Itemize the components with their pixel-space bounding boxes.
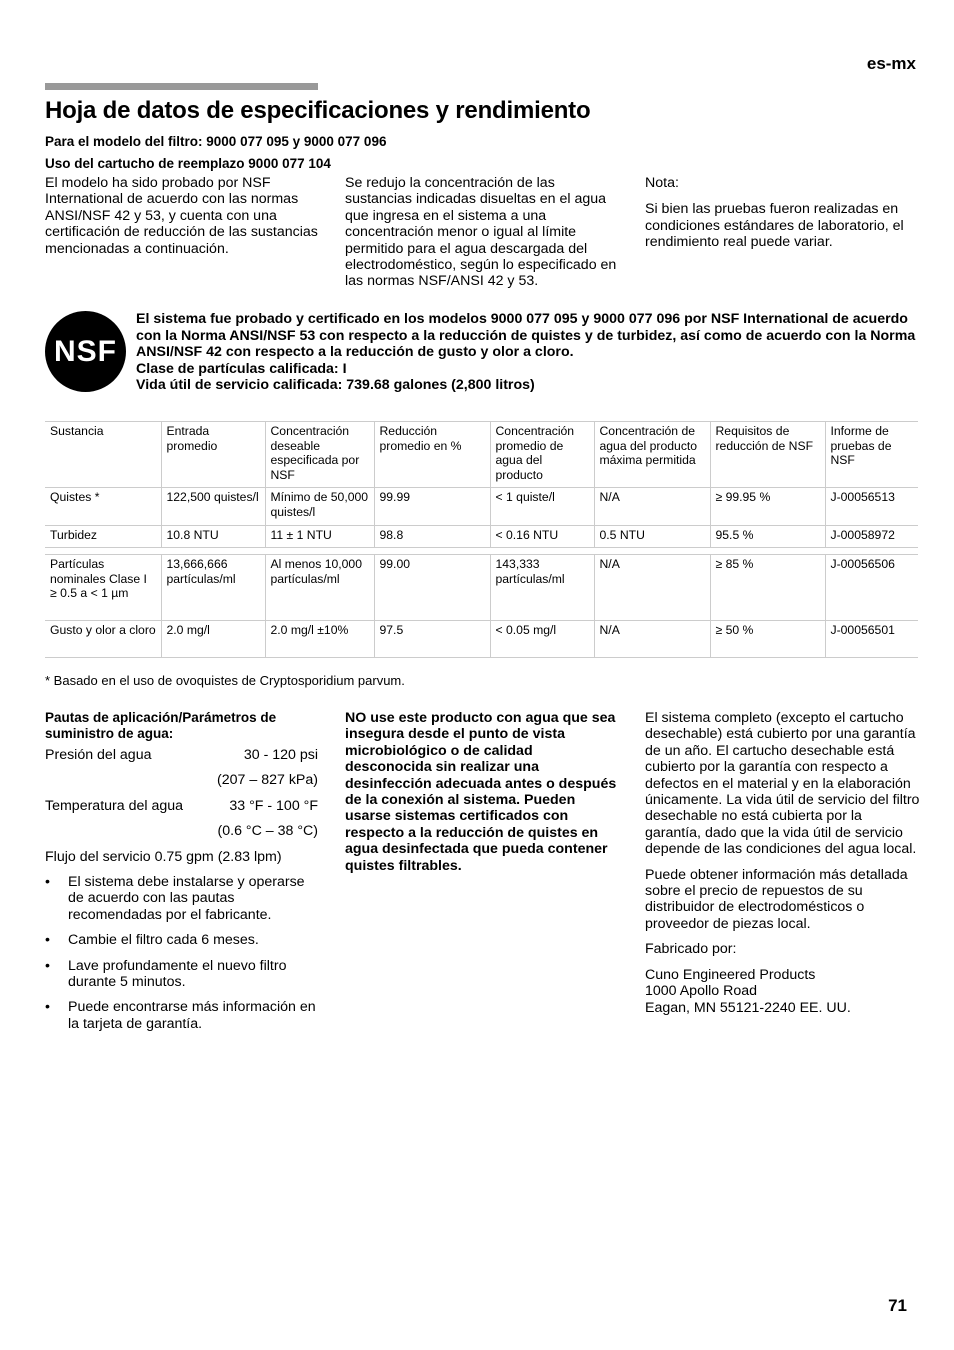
nsf-certification [136, 311, 916, 394]
filter-model-subtitle: Para el modelo del filtro: 9000 077 095 y 9000 077 096 [45, 134, 387, 149]
pressure-metric: (207 – 827 kPa) [217, 772, 318, 789]
nsf-particle-class: Clase de partículas calificada: I [136, 360, 347, 377]
flow-rate: Flujo del servicio 0.75 gpm (2.83 lpm) [45, 848, 282, 865]
warranty-block [645, 710, 920, 1016]
table-cell: 143,333 partículas/ml [490, 555, 594, 621]
table-header-cell: Concentración deseable especificada por NSF [265, 422, 374, 488]
table-cell: 99.00 [374, 555, 490, 621]
nsf-statement: El sistema fue probado y certificado en los modelos 9000 077 095 y 9000 077 096 por NSF International de acuerdo con la Norma ANSI/NSF 53 con respecto a la reducción de quistes y de turbidez, así como de acuerdo con la Norma ANSI/NSF 42 con respecto a la reducción de gusto y olor a cloro. [136, 311, 916, 361]
locale-label: es-mx [866, 54, 916, 73]
temperature-metric: (0.6 °C – 38 °C) [217, 823, 318, 840]
table-cell: < 0.16 NTU [490, 525, 594, 548]
table-cell: 98.8 [374, 525, 490, 548]
list-item: • El sistema debe instalarse y operarse de acuerdo con las pautas recomendadas por el fabricante. [45, 874, 318, 923]
table-header-cell: Reducción promedio en % [374, 422, 490, 488]
guidelines-list [45, 874, 318, 1032]
table-cell: J-00056506 [825, 555, 918, 621]
manufacturer-city: Eagan, MN 55121-2240 EE. UU. [645, 999, 851, 1016]
note-label: Nota: [645, 175, 679, 191]
manufacturer-street: 1000 Apollo Road [645, 983, 758, 1000]
table-spacer [45, 548, 918, 555]
table-cell: 97.5 [374, 621, 490, 658]
manufacturer-name: Cuno Engineered Products [645, 966, 816, 983]
table-header-cell: Sustancia [50, 424, 104, 438]
intro-col2: Se redujo la concentración de las sustancias indicadas disueltas en el agua que ingresa en el sistema a una concentración menor o igual al límite permitido para el agua descargada del electrodoméstico, según lo especificado en las normas NSF/ANSI 42 y 53. [345, 175, 617, 290]
table-row [45, 488, 918, 525]
list-item: • Lave profundamente el nuevo filtro durante 5 minutos. [45, 958, 318, 991]
list-item: • Puede encontrarse más información en la tarjeta de garantía. [45, 999, 318, 1032]
note-text: Si bien las pruebas fueron realizadas en condiciones estándares de laboratorio, el rendimiento real puede variar. [645, 201, 904, 251]
table-cell: J-00056501 [825, 621, 918, 658]
table-footnote: * Basado en el uso de ovoquistes de Cryptosporidium parvum. [45, 673, 405, 688]
table-cell: N/A [594, 555, 710, 621]
temperature-row [45, 798, 318, 814]
intro-col1: El modelo ha sido probado por NSF International de acuerdo con las normas ANSI/NSF 42 y 53, y cuenta con una certificación de reducción de las sustancias mencionadas a continuación. [45, 175, 318, 257]
table-cell: 0.5 NTU [594, 525, 710, 548]
warranty-p2: Puede obtener información más detallada sobre el precio de repuestos de su distribuidor de electrodomésticos o proveedor de piezas local. [645, 866, 908, 932]
page-number: 71 [888, 1296, 907, 1315]
table-header-cell: Concentración de agua del producto máxima permitida [594, 422, 710, 488]
table-cell: ≥ 50 % [710, 621, 825, 658]
temperature-label: Temperatura del agua [45, 797, 184, 814]
table-cell: 11 ± 1 NTU [265, 525, 374, 548]
table-cell: < 0.05 mg/l [490, 621, 594, 658]
table-row [45, 525, 918, 548]
table-cell: 95.5 % [710, 525, 825, 548]
safety-warning: NO use este producto con agua que sea insegura desde el punto de vista microbiológico o de calidad desconocida sin realizar una desinfección adecuada antes o después de la conexión al sistema. Pueden usarse sistemas certificados con respecto a la reducción de quistes en agua desinfectada que pueda contener quistes filtrables. [345, 710, 617, 874]
table-cell: 10.8 NTU [161, 525, 265, 548]
table-cell: N/A [594, 621, 710, 658]
table-cell: Mínimo de 50,000 quistes/l [265, 488, 374, 525]
replacement-cartridge-subtitle: Uso del cartucho de reemplazo 9000 077 104 [45, 156, 331, 171]
table-header-cell: Informe de pruebas de NSF [825, 422, 918, 488]
section-divider-bar [45, 83, 318, 90]
table-cell: 2.0 mg/l ±10% [265, 621, 374, 658]
note-block [645, 175, 920, 251]
table-header-cell: Entrada promedio [161, 422, 265, 488]
table-cell: Partículas nominales Clase I ≥ 0.5 a < 1 µm [50, 557, 147, 601]
nsf-logo [45, 311, 126, 392]
supply-parameters [45, 710, 318, 1041]
table-cell: 122,500 quistes/l [161, 488, 265, 525]
table-header-row [45, 422, 918, 488]
pressure-value: 30 - 120 psi [243, 747, 318, 763]
pressure-label: Presión del agua [45, 747, 152, 763]
table-row [45, 555, 918, 621]
table-cell: 99.99 [374, 488, 490, 525]
table-cell: Turbidez [50, 527, 97, 542]
table-header-cell: Concentración promedio de agua del producto [490, 422, 594, 488]
table-cell: Quistes * [50, 490, 100, 505]
table-cell: ≥ 85 % [710, 555, 825, 621]
table-cell: 2.0 mg/l [161, 621, 265, 658]
table-cell: < 1 quiste/l [490, 488, 594, 525]
params-heading: Pautas de aplicación/Parámetros de suministro de agua: [45, 710, 277, 741]
table-cell: J-00056513 [825, 488, 918, 525]
nsf-service-life: Vida útil de servicio calificada: 739.68 galones (2,800 litros) [136, 377, 535, 394]
temperature-value: 33 °F - 100 °F [229, 797, 318, 814]
page-title: Hoja de datos de especificaciones y rendimiento [45, 97, 591, 124]
nsf-logo-text: NSF [54, 334, 117, 368]
warranty-p1: El sistema completo (excepto el cartucho desechable) está cubierto por una garantía de un año. El cartucho desechable está cubierto por la garantía con respecto a defectos en el material y en la elaboración únicamente. La vida útil de servicio del filtro desechable no está cubierta por la garantía, dado que la vida útil de servicio depende de las condiciones del agua local. [645, 710, 920, 858]
table-header-cell: Requisitos de reducción de NSF [710, 422, 825, 488]
table-cell: J-00058972 [825, 525, 918, 548]
performance-table [45, 421, 918, 658]
table-row [45, 621, 918, 658]
table-cell: ≥ 99.95 % [710, 488, 825, 525]
table-cell: Gusto y olor a cloro [50, 623, 156, 638]
list-item: • Cambie el filtro cada 6 meses. [45, 932, 318, 948]
pressure-row [45, 747, 318, 763]
table-cell: N/A [594, 488, 710, 525]
manufacturer-label: Fabricado por: [645, 941, 737, 958]
table-cell: 13,666,666 partículas/ml [161, 555, 265, 621]
table-cell: Al menos 10,000 partículas/ml [265, 555, 374, 621]
